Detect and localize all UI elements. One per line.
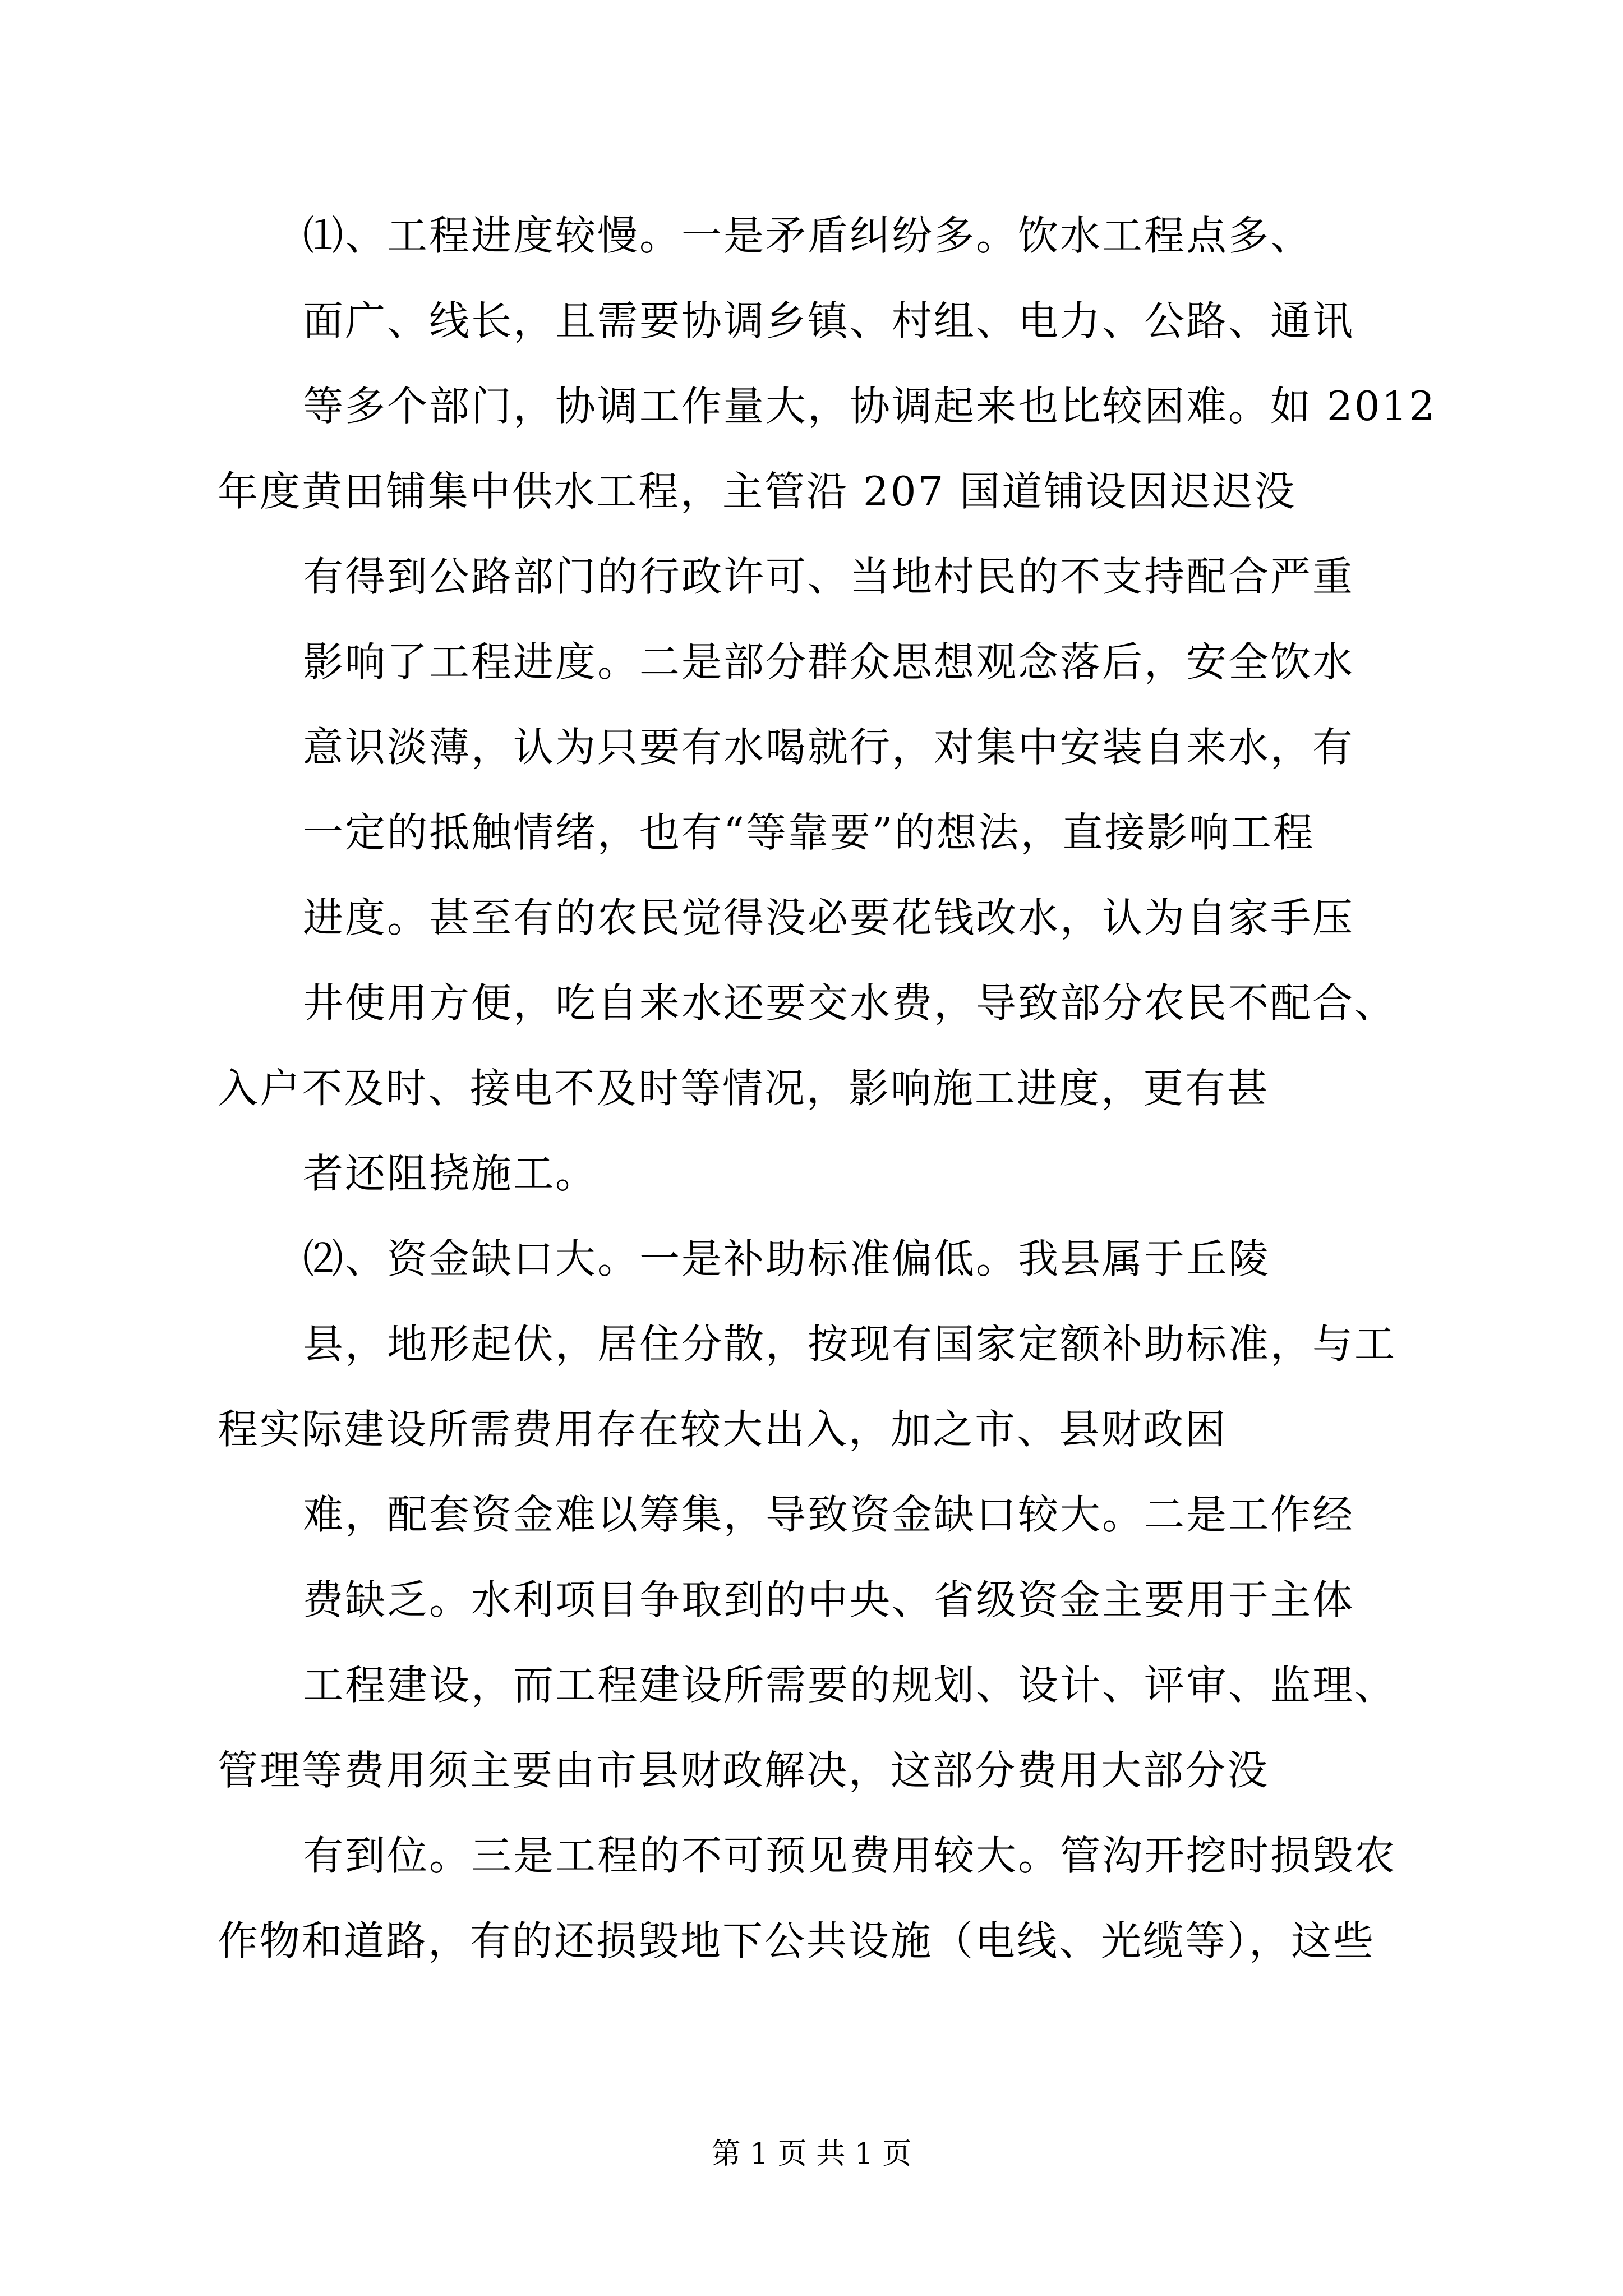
- text-line-7: 意识淡薄，认为只要有水喝就行，对集中安装自来水，有: [303, 724, 1355, 771]
- text-line-13: ⑵、资金缺口大。一是补助标准偏低。我县属于丘陵: [303, 1235, 1271, 1282]
- text-line-11: 入户不及时、接电不及时等情况，影响施工进度，更有甚: [218, 1065, 1270, 1112]
- text-line-1: ⑴、工程进度较慢。一是矛盾纠纷多。饮水工程点多、: [303, 212, 1313, 259]
- text-line-18: 工程建设，而工程建设所需要的规划、设计、评审、监理、: [303, 1662, 1397, 1709]
- text-line-14: 县，地形起伏，居住分散，按现有国家定额补助标准，与工: [303, 1320, 1397, 1368]
- text-line-21: 作物和道路，有的还损毁地下公共设施（电线、光缆等），这些: [218, 1917, 1376, 1964]
- text-line-8: 一定的抵触情绪，也有“等靠要”的想法，直接影响工程: [303, 809, 1315, 856]
- text-line-9: 进度。甚至有的农民觉得没必要花钱改水，认为自家手压: [303, 894, 1355, 941]
- text-line-10: 井使用方便，吃自来水还要交水费，导致部分农民不配合、: [303, 979, 1397, 1027]
- text-line-20: 有到位。三是工程的不可预见费用较大。管沟开挖时损毁农: [303, 1832, 1397, 1879]
- page-number-footer: 第 1 页 共 1 页: [711, 2137, 912, 2171]
- text-line-5: 有得到公路部门的行政许可、当地村民的不支持配合严重: [303, 553, 1355, 600]
- text-line-19: 管理等费用须主要由市县财政解决，这部分费用大部分没: [218, 1747, 1270, 1794]
- text-line-3: 等多个部门，协调工作量大，协调起来也比较困难。如 2012: [303, 383, 1437, 430]
- text-line-2: 面广、线长，且需要协调乡镇、村组、电力、公路、通讯: [303, 297, 1355, 344]
- text-line-6: 影响了工程进度。二是部分群众思想观念落后，安全饮水: [303, 638, 1355, 685]
- text-line-15: 程实际建设所需费用存在较大出入，加之市、县财政困: [218, 1406, 1228, 1453]
- text-line-16: 难，配套资金难以筹集，导致资金缺口较大。二是工作经: [303, 1491, 1355, 1538]
- text-line-4: 年度黄田铺集中供水工程，主管沿 207 国道铺设因迟迟没: [218, 468, 1297, 515]
- text-line-12: 者还阻挠施工。: [303, 1150, 598, 1197]
- text-line-17: 费缺乏。水利项目争取到的中央、省级资金主要用于主体: [303, 1576, 1355, 1623]
